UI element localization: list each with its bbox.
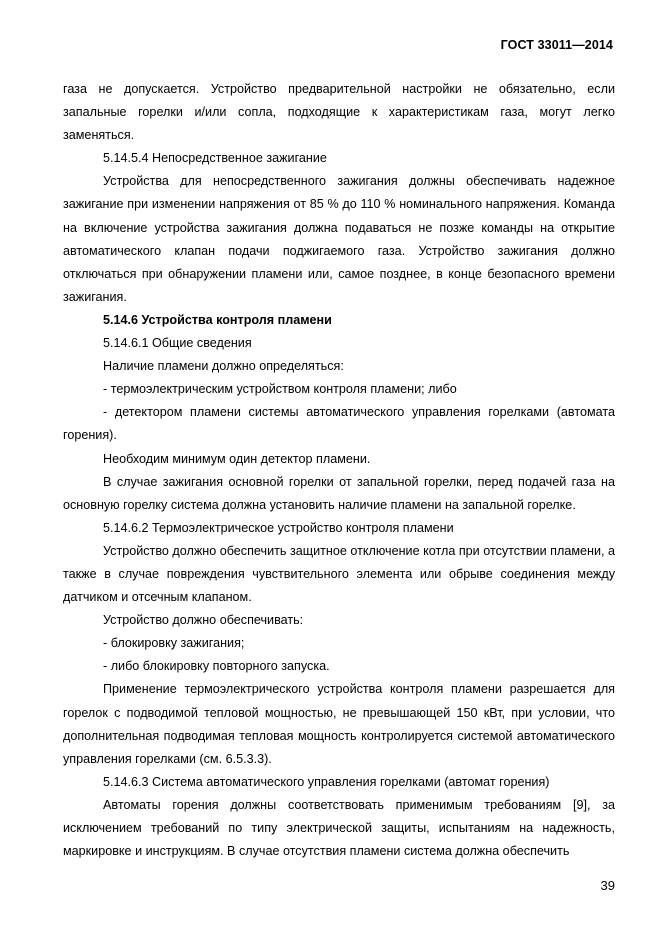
list-item: - либо блокировку повторного запуска. (103, 659, 330, 674)
section-heading-5-14-6: 5.14.6 Устройства контроля пламени (103, 312, 332, 327)
paragraph: Устройства для непосредственного зажигания должны обеспечивать надежное зажигание при изменении напряжения от 85 % до 110 % номинального напряжения. Команда на включение устройства зажигания должна подаваться не позже команды на открытие автоматического клапан подачи поджигаемого газа. Устройство зажигания должно отключаться при обнаружении пламени или, самое позднее, в конце безопасного времени зажигания. (63, 174, 615, 304)
paragraph: Наличие пламени должно определяться: (103, 359, 344, 374)
paragraph: газа не допускается. Устройство предварительной настройки не обязательно, если запальные горелки и/или сопла, подходящие к характеристикам газа, могут легко заменяться. (63, 82, 615, 143)
paragraph: Применение термоэлектрического устройства контроля пламени разрешается для горелок с подводимой тепловой мощностью, не превышающей 150 кВт, при условии, что дополнительная подводимая тепловая мощность контролируется системой автоматического управления горелками (см. 6.5.3.3). (63, 682, 615, 766)
paragraph: Автоматы горения должны соответствовать применимым требованиям [9], за исключением требований по типу электрической защиты, испытаниям на надежность, маркировке и инструкциям. В случае отсутствия пламени система должна обеспечить (63, 797, 615, 859)
list-item: - блокировку зажигания; (103, 636, 245, 651)
paragraph: Устройство должно обеспечить защитное отключение котла при отсутствии пламени, а также в случае повреждения чувствительного элемента или обрыве соединения между датчиком и отсечным клапаном. (63, 543, 615, 605)
section-heading-5-14-6-2: 5.14.6.2 Термоэлектрическое устройство контроля пламени (103, 520, 454, 535)
paragraph: Устройство должно обеспечивать: (103, 613, 304, 628)
body-text (63, 78, 615, 863)
paragraph: В случае зажигания основной горелки от запальной горелки, перед подачей газа на основную горелку система должна установить наличие пламени на запальной горелке. (63, 474, 615, 512)
list-item: - детектором пламени системы автоматического управления горелками (автомата горения). (63, 405, 615, 443)
section-heading-5-14-6-3: 5.14.6.3 Система автоматического управления горелками (автомат горения) (103, 774, 550, 789)
paragraph: Необходим минимум один детектор пламени. (103, 451, 371, 466)
list-item: - термоэлектрическим устройством контроля пламени; либо (103, 382, 457, 397)
standard-header: ГОСТ 33011—2014 (500, 38, 613, 52)
page-number: 39 (600, 878, 615, 893)
section-heading-5-14-6-1: 5.14.6.1 Общие сведения (103, 336, 252, 351)
section-heading-5-14-5-4: 5.14.5.4 Непосредственное зажигание (103, 151, 327, 166)
